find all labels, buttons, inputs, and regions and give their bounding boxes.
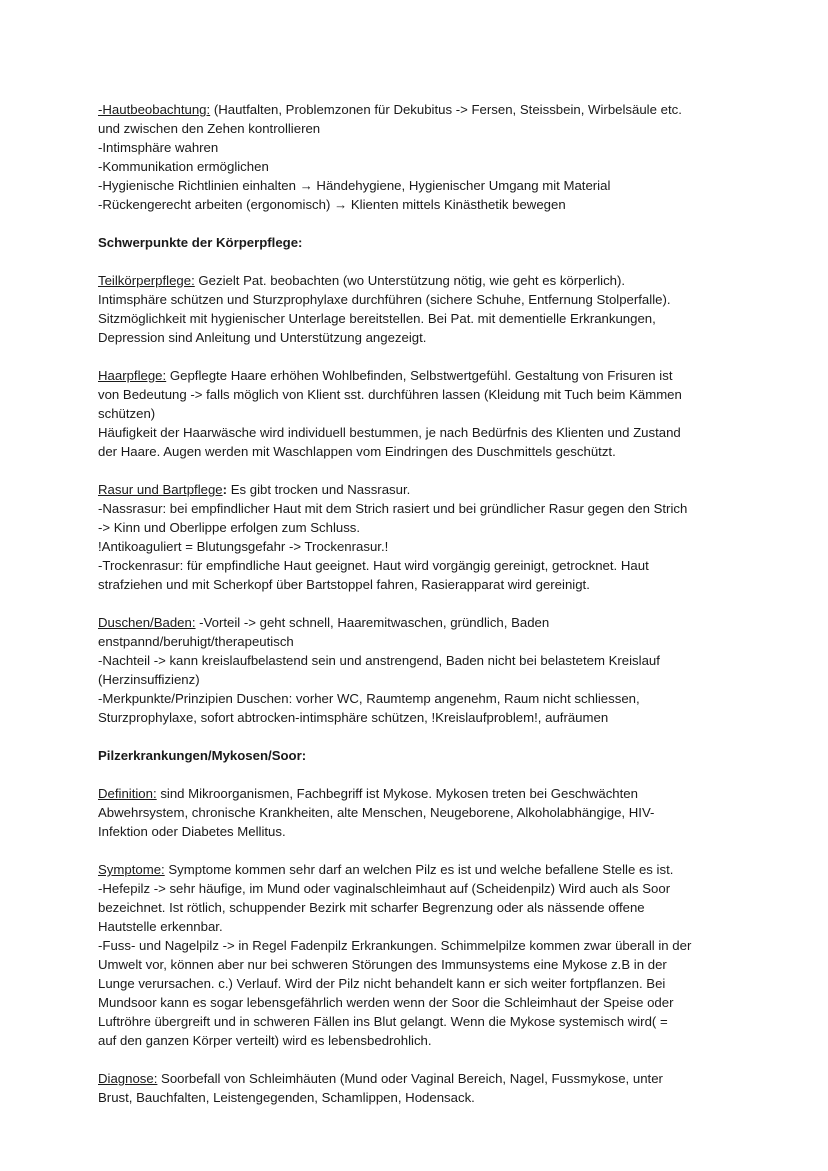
text-line <box>98 632 738 651</box>
text-line <box>98 404 738 423</box>
paragraph-gap <box>98 252 738 271</box>
text-line <box>98 423 738 442</box>
text-segment: (Hautfalten, Problemzonen für Dekubitus -> Fersen, Steissbein, Wirbelsäule etc. <box>210 102 682 117</box>
text-segment: bezeichnet. Ist rötlich, schuppender Bezirk mit scharfer Begrenzung oder als nässende offene <box>98 900 645 915</box>
text-segment: -Hefepilz -> sehr häufige, im Mund oder vaginalschleimhaut auf (Scheidenpilz) Wird auch als Soor <box>98 881 671 896</box>
text-segment: auf den ganzen Körper verteilt) wird es lebensbedrohlich. <box>98 1033 432 1048</box>
text-segment: -Merkpunkte/Prinzipien Duschen: vorher WC, Raumtemp angenehm, Raum nicht schliessen, <box>98 691 640 706</box>
text-segment: Gezielt Pat. beobachten (wo Unterstützung nötig, wie geht es körperlich). <box>194 273 626 288</box>
underlined-term: Rasur und Bartpflege <box>98 482 223 497</box>
text-segment: !Antikoaguliert = Blutungsgefahr -> Trockenrasur.! <box>98 539 389 554</box>
underlined-term: -Hautbeobachtung: <box>98 102 211 117</box>
underlined-term: Symptome: <box>98 862 165 877</box>
paragraph-gap <box>98 841 738 860</box>
underlined-term: Diagnose: <box>98 1071 158 1086</box>
text-segment: strafziehen und mit Scherkopf über Bartstoppel fahren, Rasierapparat wird gereinigt. <box>98 577 590 592</box>
text-segment: Symptome kommen sehr darf an welchen Pilz es ist und welche befallene Stelle es ist. <box>164 862 674 877</box>
text-segment: Abwehrsystem, chronische Krankheiten, alte Menschen, Neugeborene, Alkoholabhängige, HIV- <box>98 805 655 820</box>
text-line <box>98 309 738 328</box>
text-line <box>98 784 738 803</box>
text-segment: enstpannd/beruhigt/therapeutisch <box>98 634 294 649</box>
section-heading: Schwerpunkte der Körperpflege: <box>98 235 303 250</box>
text-segment: und zwischen den Zehen kontrollieren <box>98 121 321 136</box>
text-segment: Es gibt trocken und Nassrasur. <box>227 482 411 497</box>
text-line <box>98 157 738 176</box>
text-line <box>98 575 738 594</box>
text-segment: sind Mikroorganismen, Fachbegriff ist Mykose. Mykosen treten bei Geschwächten <box>156 786 638 801</box>
text-line <box>98 100 738 119</box>
text-line <box>98 1031 738 1050</box>
text-segment: -Trockenrasur: für empfindliche Haut geeignet. Haut wird vorgängig gereinigt, getrocknet. Haut <box>98 558 649 573</box>
text-line <box>98 176 738 195</box>
text-line <box>98 537 738 556</box>
paragraph-gap <box>98 765 738 784</box>
text-line <box>98 860 738 879</box>
text-segment: -Nassrasur: bei empfindlicher Haut mit dem Strich rasiert und bei gründlicher Rasur gegen den Strich <box>98 501 688 516</box>
text-line <box>98 898 738 917</box>
text-line <box>98 290 738 309</box>
text-segment: -> Kinn und Oberlippe erfolgen zum Schluss. <box>98 520 361 535</box>
text-segment: -Kommunikation ermöglichen <box>98 159 269 174</box>
underlined-term: Duschen/Baden: <box>98 615 196 630</box>
text-segment: von Bedeutung -> falls möglich von Klient sst. durchführen lassen (Kleidung mit Tuch beim Kämmen <box>98 387 682 402</box>
text-segment: Gepflegte Haare erhöhen Wohlbefinden, Selbstwertgefühl. Gestaltung von Frisuren ist <box>166 368 673 383</box>
text-segment: Luftröhre übergreift und in schweren Fällen ins Blut gelangt. Wenn die Mykose systemisch wird( = <box>98 1014 668 1029</box>
text-segment: Hautstelle erkennbar. <box>98 919 223 934</box>
text-segment: -Fuss- und Nagelpilz -> in Regel Fadenpilz Erkrankungen. Schimmelpilze kommen zwar überall in der <box>98 938 692 953</box>
text-line <box>98 366 738 385</box>
text-segment: Häufigkeit der Haarwäsche wird individuell bestummen, je nach Bedürfnis des Klienten und Zustand <box>98 425 681 440</box>
underlined-term: Definition: <box>98 786 157 801</box>
text-segment: Sitzmöglichkeit mit hygienischer Unterlage bereitstellen. Bei Pat. mit dementielle Erkrankungen, <box>98 311 656 326</box>
text-line <box>98 1069 738 1088</box>
text-line <box>98 385 738 404</box>
text-line <box>98 879 738 898</box>
text-line <box>98 1012 738 1031</box>
text-line <box>98 955 738 974</box>
underlined-term: Haarpflege: <box>98 368 167 383</box>
paragraph-gap <box>98 1050 738 1069</box>
text-segment: Soorbefall von Schleimhäuten (Mund oder Vaginal Bereich, Nagel, Fussmykose, unter <box>157 1071 663 1086</box>
text-line <box>98 689 738 708</box>
text-segment: -Intimsphäre wahren <box>98 140 219 155</box>
text-line <box>98 271 738 290</box>
text-line <box>98 119 738 138</box>
text-line <box>98 328 738 347</box>
text-segment: -Nachteil -> kann kreislaufbelastend sein und anstrengend, Baden nicht bei belastetem Kreislauf <box>98 653 660 668</box>
text-line <box>98 556 738 575</box>
paragraph-gap <box>98 594 738 613</box>
paragraph-gap <box>98 461 738 480</box>
text-segment: Sturzprophylaxe, sofort abtrocken-intimsphäre schützen, !Kreislaufproblem!, aufräumen <box>98 710 609 725</box>
text-segment: Depression sind Anleitung und Unterstützung angezeigt. <box>98 330 427 345</box>
text-segment: : <box>222 482 228 497</box>
text-line <box>98 138 738 157</box>
text-segment: schützen) <box>98 406 156 421</box>
section-heading: Pilzerkrankungen/Mykosen/Soor: <box>98 748 307 763</box>
text-line <box>98 974 738 993</box>
text-line <box>98 651 738 670</box>
text-line <box>98 917 738 936</box>
paragraph-gap <box>98 727 738 746</box>
paragraph-gap <box>98 347 738 366</box>
text-segment: der Haare. Augen werden mit Waschlappen vom Eindringen des Duschmittels geschützt. <box>98 444 616 459</box>
text-segment: Lunge verursachen. c.) Verlauf. Wird der Pilz nicht behandelt kann er sich weiter fortpflanzen. Bei <box>98 976 666 991</box>
text-segment: Brust, Bauchfalten, Leistengegenden, Schamlippen, Hodensack. <box>98 1090 475 1105</box>
text-segment: Intimsphäre schützen und Sturzprophylaxe durchführen (sichere Schuhe, Entfernung Stolperfalle). <box>98 292 671 307</box>
text-segment: -Vorteil -> geht schnell, Haaremitwaschen, gründlich, Baden <box>195 615 550 630</box>
text-line <box>98 993 738 1012</box>
text-line <box>98 708 738 727</box>
text-segment: Mundsoor kann es sogar lebensgefährlich werden wenn der Soor die Schleimhaut der Speise oder <box>98 995 674 1010</box>
text-line <box>98 195 738 214</box>
text-segment: Infektion oder Diabetes Mellitus. <box>98 824 286 839</box>
text-line <box>98 442 738 461</box>
text-segment: -Rückengerecht arbeiten (ergonomisch) → Klienten mittels Kinästhetik bewegen <box>98 197 566 212</box>
text-line <box>98 480 738 499</box>
text-line <box>98 822 738 841</box>
text-segment: Umwelt vor, können aber nur bei schweren Störungen des Immunsystems eine Mykose z.B in der <box>98 957 667 972</box>
text-line <box>98 613 738 632</box>
text-line <box>98 803 738 822</box>
text-line <box>98 518 738 537</box>
text-segment: (Herzinsuffizienz) <box>98 672 200 687</box>
text-line <box>98 1088 738 1107</box>
text-line <box>98 936 738 955</box>
text-line <box>98 499 738 518</box>
paragraph-gap <box>98 214 738 233</box>
text-line <box>98 670 738 689</box>
document-page <box>98 100 738 1107</box>
underlined-term: Teilkörperpflege: <box>98 273 195 288</box>
text-segment: -Hygienische Richtlinien einhalten → Händehygiene, Hygienischer Umgang mit Material <box>98 178 611 193</box>
